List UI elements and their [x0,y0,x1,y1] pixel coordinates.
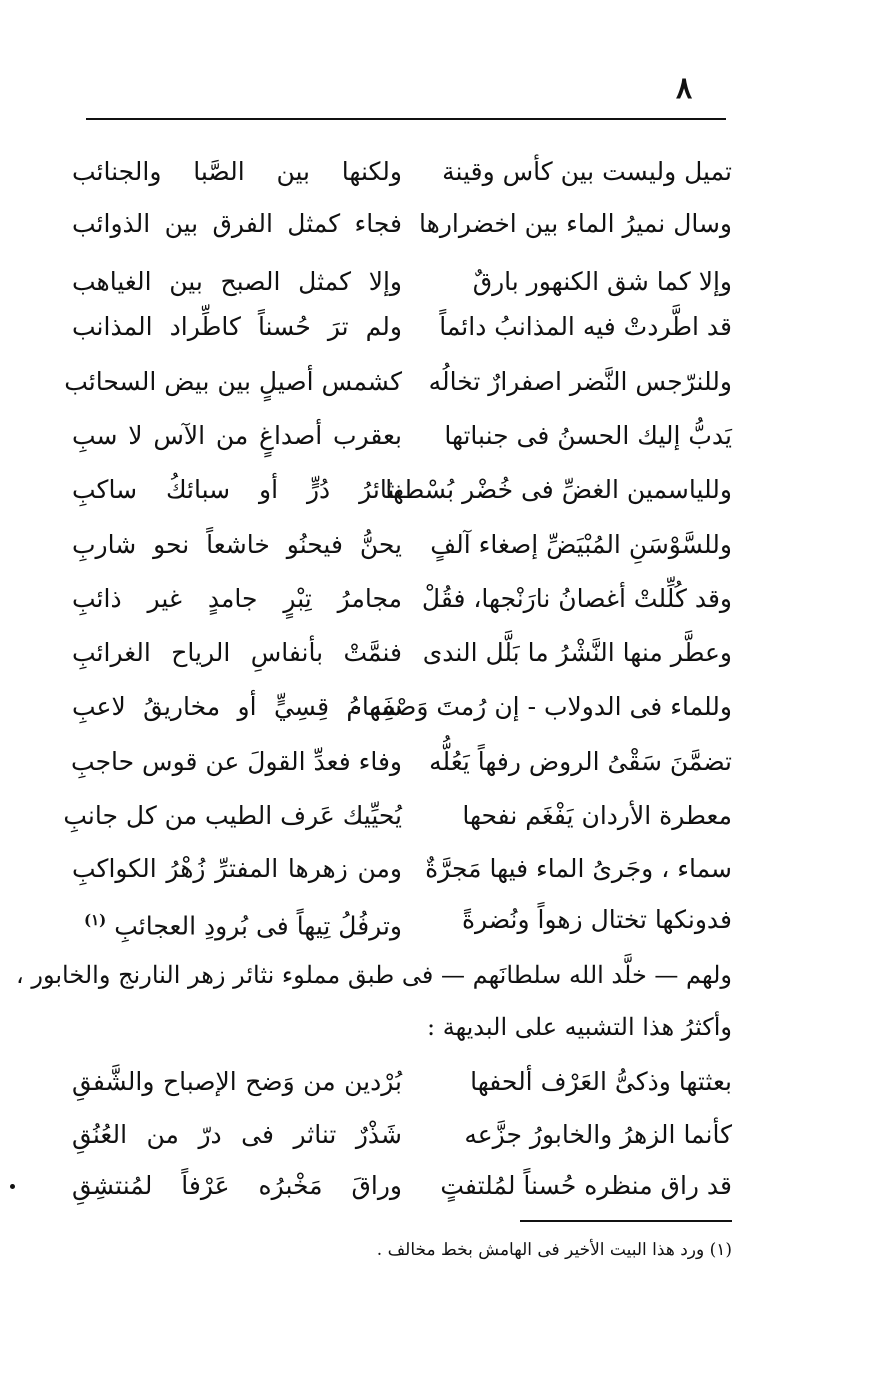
verse-line [72,202,732,246]
verse-second-hemistich: كشمس أصيلٍ بين بيض السحائب [64,367,402,396]
verse-first-hemistich: قد اطَّردتْ فيه المذانبُ دائماً [439,312,732,341]
verse-second-hemistich: ولم ترَ حُسناً كاطِّراد المذانب [72,312,402,341]
verse-first-hemistich: وللماء فى الدولاب - إن رُمتَ وَصْفَه - [352,692,732,721]
verse-second-hemistich: فنمَّتْ بأنفاسِ الرياح الغرائبِ [72,638,402,667]
verse-line [64,360,732,404]
verse-second-hemistich: وراقَ مَخْبرُه عَرْفاً لمُنتشِقِ [72,1171,402,1200]
margin-dot [10,1184,15,1189]
verse-first-hemistich: وللياسمين الغضِّ فى خُضْر بُسْطها [385,475,732,504]
verse-first-hemistich: معطرة الأردان يَفْغَم نفحها [462,801,732,830]
verse-second-hemistich: وفاء فعدِّ القولَ عن قوس حاجبِ [71,747,402,776]
verse-line [72,1164,732,1208]
header-rule [86,118,726,120]
verse-first-hemistich: تضمَّنَ سَقْىُ الروض رفهاً يَعُلُّه [429,747,732,776]
verse-second-hemistich: سِهامُ قِسِيٍّ أو مخاريقُ لاعبِ [72,692,402,721]
verse-line [72,523,732,567]
verse-line [72,685,732,729]
verse-line [72,260,732,304]
verse-first-hemistich: وللسَّوْسَنِ المُبْيَضِّ إصغاء آلفٍ [430,530,732,559]
verse-first-hemistich: فدونكها تختال زهواً ونُضرةً [461,905,732,934]
verse-second-hemistich: ومن زهرها المفترِّ زُهْرُ الكواكبِ [72,854,402,883]
footnote-marker: (١) [83,911,107,929]
verse-line [72,898,732,942]
verse-second-hemistich: فجاء كمثل الفرق بين الذوائب [72,209,402,238]
verse-line [72,577,732,621]
verse-first-hemistich: سماء ، وجَرىُ الماء فيها مَجرَّةٌ [425,854,732,883]
verse-line [72,847,732,891]
verse-line [72,150,732,194]
verse-second-hemistich: وإلا كمثل الصبح بين الغياهب [72,267,402,296]
verse-second-hemistich: يُحيِّيك عَرف الطيب من كل جانبِ [63,801,402,830]
footnote-rule [520,1220,732,1222]
verse-second-hemistich: شَذْرٌ تناثر فى درّ من العُنُقِ [72,1120,402,1149]
verse-line [72,414,732,458]
verse-first-hemistich: وللنرّجس النَّضر اصفرارٌ تخالُه [428,367,732,396]
verse-first-hemistich: وقد كُلِّلتْ أغصانُ نارَنْجها، فقُلْ [421,584,732,613]
verse-line [72,468,732,512]
verse-line [63,794,732,838]
verse-first-hemistich: وسال نميرُ الماء بين اخضرارها [419,209,732,238]
verse-line [72,1113,732,1157]
verse-second-hemistich: مجامرُ تِبْرٍ جامدٍ غير ذائبِ [72,584,402,613]
verse-first-hemistich: كأنما الزهرُ والخابورُ جزَّعه [464,1120,732,1149]
verse-second-hemistich: ولكنها بين الصَّبا والجنائب [72,157,402,186]
verse-second-hemistich [72,898,402,948]
prose-line: وأكثرُ هذا التشبيه على البديهة : [426,1013,732,1041]
verse-second-hemistich-text: وترفُلُ تِيهاً فى بُرودِ العجائبِ [114,911,402,941]
verse-first-hemistich: قد راق منظره حُسناً لمُلتفتٍ [440,1171,732,1200]
verse-first-hemistich: وإلا كما شق الكنهور بارقٌ [472,267,732,296]
verse-second-hemistich: بعقرب أصداغٍ من الآس لا سبِ [72,421,402,450]
verse-line [72,305,732,349]
verse-line [72,631,732,675]
verse-first-hemistich: بعثتها وذكىُّ العَرْف ألحفها [470,1067,732,1096]
page-number: ٨ [676,71,693,106]
verse-second-hemistich: بُرْدين من وَضح الإصباح والشَّفقِ [72,1067,402,1096]
footnote: (١) ورد هذا البيت الأخير فى الهامش بخط مخالف . [376,1240,732,1260]
prose-line: ولهم — خلَّد الله سلطانَهم — فى طبق مملوء نثائر زهر النارنج والخابور ، [16,961,732,989]
verse-line [72,740,732,784]
verse-line [72,1060,732,1104]
verse-second-hemistich: يحنُّ فيحنُو خاشعاً نحو شاربِ [72,530,402,559]
verse-first-hemistich: وعطَّر منها النَّشْرُ ما بَلَّل الندى [422,638,732,667]
verse-first-hemistich: يَدبُّ إليك الحسنُ فى جنباتها [444,421,732,450]
verse-first-hemistich: تميل وليست بين كأس وقينة [442,157,732,186]
verse-second-hemistich: نثائرُ دُرٍّ أو سبائكُ ساكبِ [72,475,402,504]
